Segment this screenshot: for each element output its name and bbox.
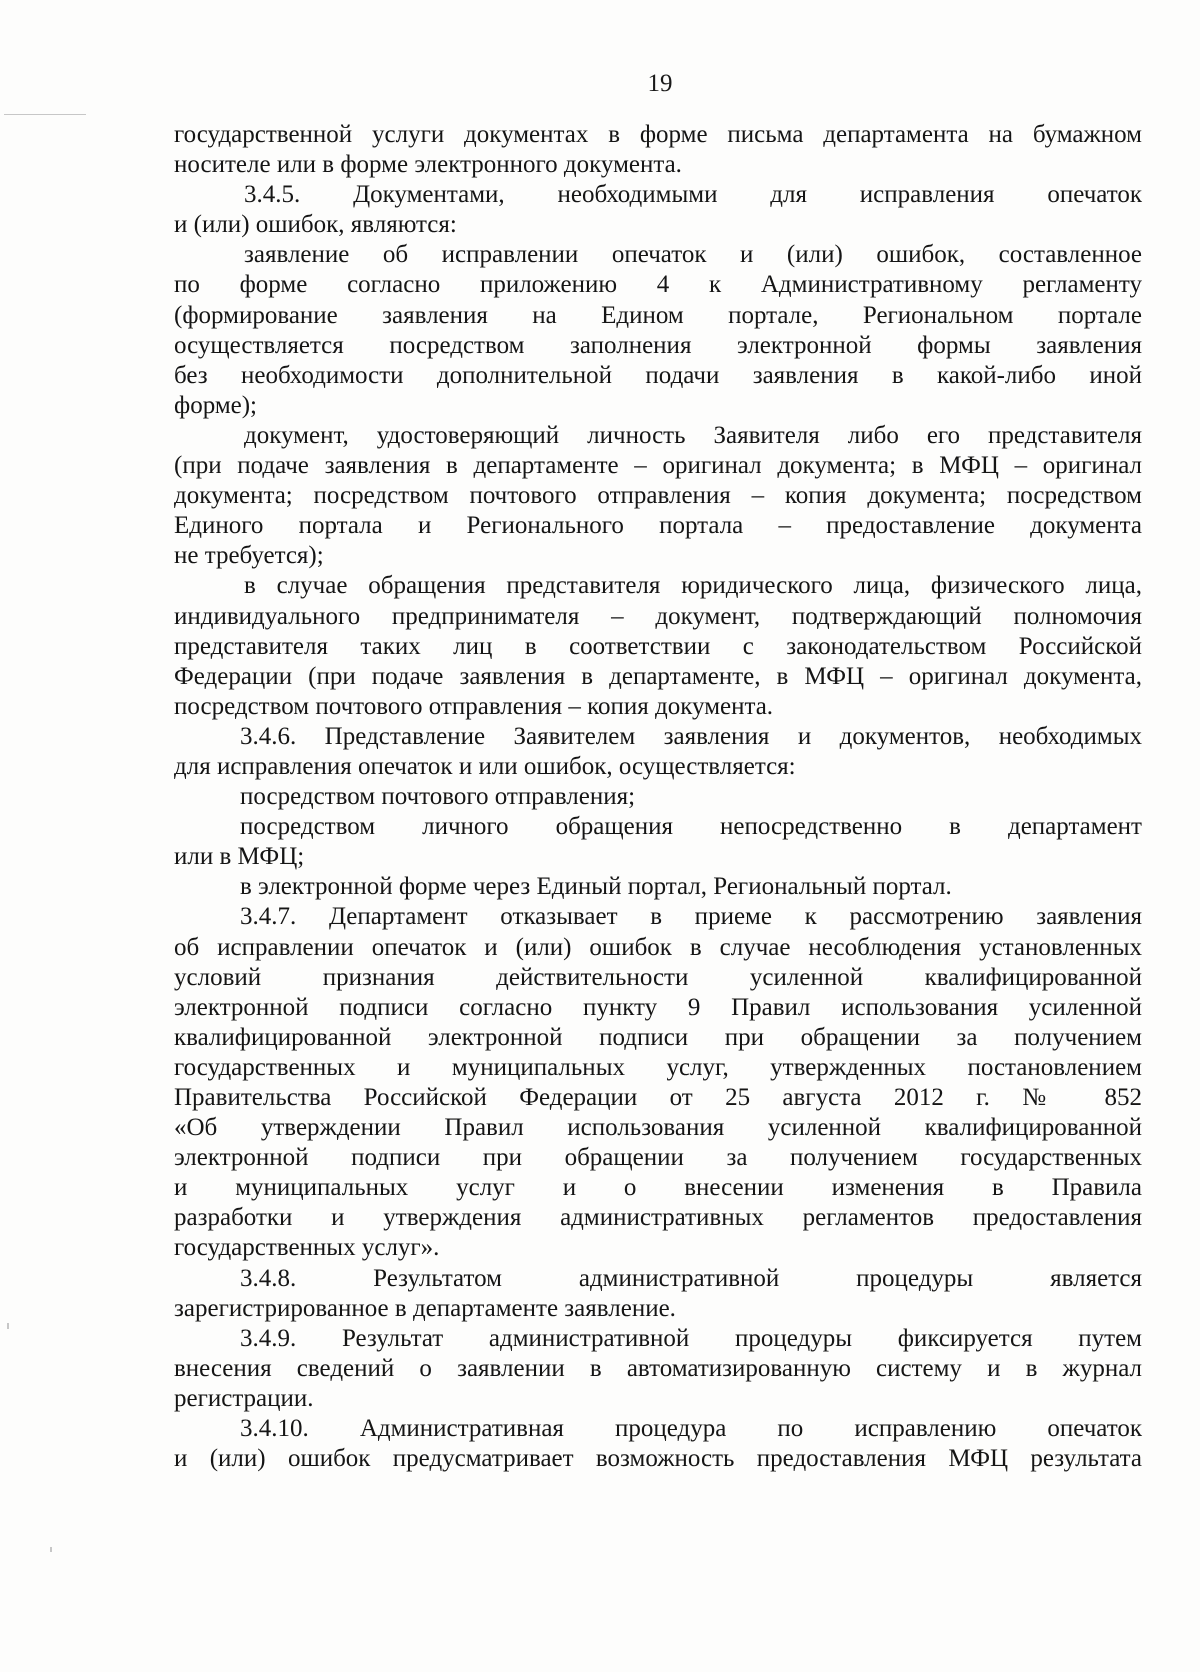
text-line: по форме согласно приложению 4 к Административному регламенту [174,271,1142,299]
text-line: посредством личного обращения непосредственно в департамент [240,813,1142,841]
text-line: и (или) ошибок, являются: [174,211,457,239]
text-line: 3.4.6. Представление Заявителем заявления и документов, необходимых [240,722,1142,750]
text-line: Единого портала и Регионального портала – предоставление документа [174,512,1142,540]
text-line: Федерации (при подаче заявления в департаменте, в МФЦ – оригинал документа, [174,662,1142,690]
body-text [174,120,1142,1474]
text-line: внесения сведений о заявлении в автоматизированную систему и в журнал [174,1354,1142,1382]
text-line: условий признания действительности усиленной квалифицированной [174,963,1142,991]
text-line: не требуется); [174,542,324,570]
text-line: электронной подписи при обращении за получением государственных [174,1144,1142,1172]
text-line: представителя таких лиц в соответствии с законодательством Российской [174,632,1142,660]
text-line: или в МФЦ; [174,843,305,871]
text-line: осуществляется посредством заполнения электронной формы заявления [174,331,1142,359]
text-line: об исправлении опечаток и (или) ошибок в случае несоблюдения установленных [174,933,1142,961]
text-line: государственных и муниципальных услуг, утвержденных постановлением [174,1053,1142,1081]
text-line: (при подаче заявления в департаменте – оригинал документа; в МФЦ – оригинал [174,452,1142,480]
text-line: 3.4.10. Административная процедура по исправлению опечаток [240,1415,1142,1443]
text-line: посредством почтового отправления; [240,783,636,811]
text-line: и (или) ошибок предусматривает возможность предоставления МФЦ результата [174,1445,1142,1473]
text-line: без необходимости дополнительной подачи заявления в какой-либо иной [174,361,1142,389]
text-line: (формирование заявления на Едином портале, Региональном портале [174,301,1142,329]
text-line: 3.4.9. Результат административной процедуры фиксируется путем [240,1324,1142,1352]
text-line: государственной услуги документах в форме письма департамента на бумажном [174,121,1142,148]
text-line: форме); [174,391,258,419]
text-line: документа; посредством почтового отправления – копия документа; посредством [174,482,1142,510]
scan-artifact-dot-2 [50,1547,52,1552]
page-number: 19 [647,70,673,97]
text-line: носителе или в форме электронного документа. [174,151,682,179]
text-line: индивидуального предпринимателя – документ, подтверждающий полномочия [174,602,1142,630]
text-line: в случае обращения представителя юридического лица, физического лица, [244,572,1142,600]
text-line: квалифицированной электронной подписи при обращении за получением [174,1023,1142,1051]
scan-artifact-dot-1 [7,1323,9,1329]
text-line: зарегистрированное в департаменте заявление. [174,1294,676,1322]
text-line: в электронной форме через Единый портал, Региональный портал. [240,873,952,901]
text-line: заявление об исправлении опечаток и (или) ошибок, составленное [244,241,1142,269]
text-line: «Об утверждении Правил использования усиленной квалифицированной [174,1114,1142,1142]
text-line: электронной подписи согласно пункту 9 Правил использования усиленной [174,993,1142,1021]
text-line: разработки и утверждения административных регламентов предоставления [174,1204,1142,1232]
scan-artifact-left [4,114,86,115]
text-line: 3.4.8. Результатом административной процедуры является [240,1264,1142,1292]
text-line: 3.4.7. Департамент отказывает в приеме к рассмотрению заявления [240,903,1142,931]
text-line: регистрации. [174,1384,314,1412]
text-line: и муниципальных услуг и о внесении изменения в Правила [174,1174,1142,1202]
text-line: посредством почтового отправления – копия документа. [174,692,774,720]
text-line: 3.4.5. Документами, необходимыми для исправления опечаток [244,181,1142,209]
text-line: Правительства Российской Федерации от 25 августа 2012 г. № 852 [174,1084,1142,1111]
text-line: государственных услуг». [174,1234,440,1262]
text-line: для исправления опечаток и или ошибок, осуществляется: [174,752,796,780]
text-line: документ, удостоверяющий личность Заявителя либо его представителя [244,421,1142,449]
